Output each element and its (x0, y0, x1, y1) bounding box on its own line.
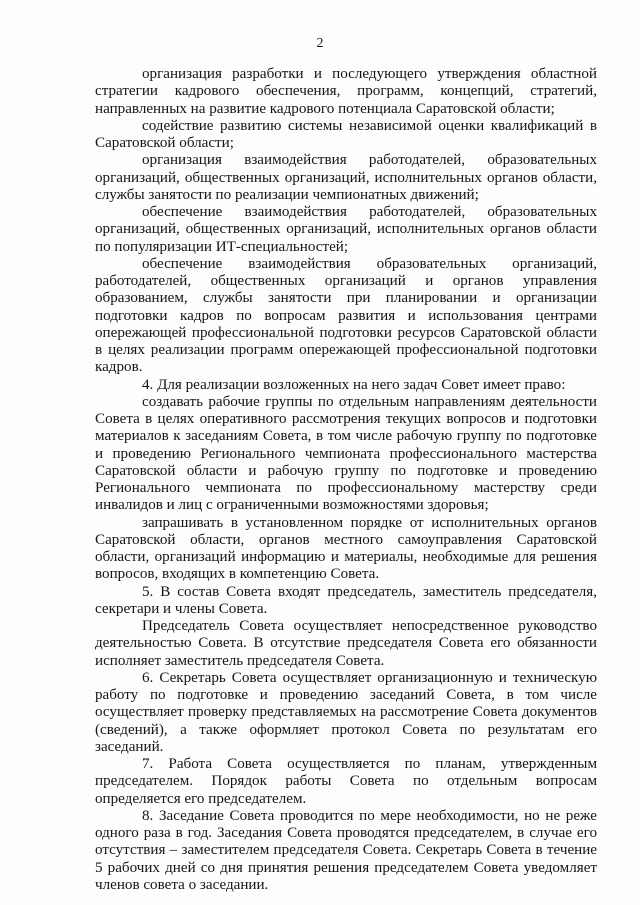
paragraph-strategy: организация разработки и последующего утверждения областной стратегии кадрового обеспечения, программ, концепций, стратегий, направленных на развитие кадрового потенциала Саратовской области; (95, 66, 597, 117)
paragraph-championship-cooperation: организация взаимодействия работодателей, образовательных организаций, общественных организаций, исполнительных органов области, службы занятости по реализации чемпионатных движений; (95, 152, 597, 203)
paragraph-qualification-assessment: содействие развитию системы независимой оценки квалификаций в Саратовской области; (95, 117, 597, 151)
document-body (95, 66, 597, 894)
paragraph-section-6: 6. Секретарь Совета осуществляет организационную и техническую работу по подготовке и проведению заседаний Совета, в том числе осуществляет проверку представляемых на рассмотрение Совета документов (сведений), а также оформляет протокол Совета по результатам его заседаний. (95, 669, 597, 755)
paragraph-information-requests: запрашивать в установленном порядке от исполнительных органов Саратовской области, органов местного самоуправления Саратовской области, организаций информацию и материалы, необходимые для решения вопросов, входящих в компетенцию Совета. (95, 514, 597, 583)
paragraph-training-planning: обеспечение взаимодействия образовательных организаций, работодателей, общественных организаций и органов управления образованием, службы занятости при планировании и организации подготовки кадров по вопросам развития и использования центрами опережающей профессиональной подготовки ресурсов Саратовской области в целях реализации программ опережающей профессиональной подготовки кадров. (95, 255, 597, 376)
paragraph-section-8: 8. Заседание Совета проводится по мере необходимости, но не реже одного раза в год. Заседания Совета проводятся председателем, в случае его отсутствия – заместителем председателя Совета. Секретарь Совета в течение 5 рабочих дней со дня принятия решения председателем Совета уведомляет членов совета о заседании. (95, 807, 597, 893)
paragraph-section-4: 4. Для реализации возложенных на него задач Совет имеет право: (142, 376, 566, 393)
paragraph-section-7: 7. Работа Совета осуществляется по планам, утвержденным председателем. Порядок работы Совета по отдельным вопросам определяется его председателем. (95, 756, 597, 807)
paragraph-working-groups: создавать рабочие группы по отдельным направлениям деятельности Совета в целях оперативного рассмотрения текущих вопросов и подготовки материалов к заседаниям Совета, в том числе рабочую группу по подготовке и проведению Регионального чемпионата профессионального мастерства Саратовской области и рабочую группу по подготовке и проведению Регионального чемпионата по профессиональному мастерству среди инвалидов и лиц с ограниченными возможностями здоровья; (95, 393, 597, 514)
paragraph-chairman: Председатель Совета осуществляет непосредственное руководство деятельностью Совета. В отсутствие председателя Совета его обязанности исполняет заместитель председателя Совета. (95, 618, 597, 669)
page-number: 2 (316, 36, 324, 51)
paragraph-it-popularization: обеспечение взаимодействия работодателей, образовательных организаций, общественных организаций, исполнительных органов области по популяризации ИТ-специальностей; (95, 204, 597, 255)
paragraph-section-5: 5. В состав Совета входят председатель, заместитель председателя, секретари и члены Совета. (95, 583, 597, 617)
